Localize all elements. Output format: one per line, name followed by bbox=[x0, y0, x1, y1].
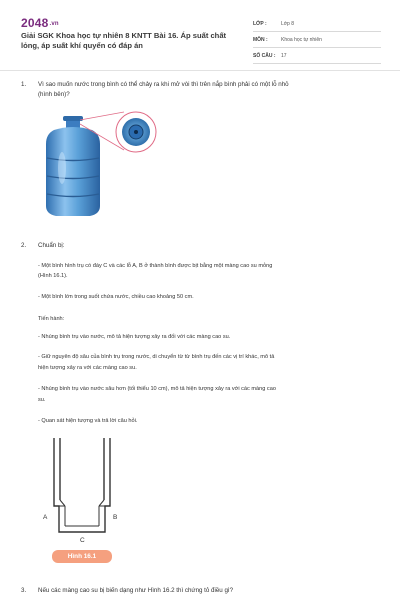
paragraph-line: su. bbox=[38, 397, 46, 403]
question-text-line: (hình bên)? bbox=[38, 91, 70, 98]
paragraph-line: hiện tượng xảy ra với các màng cao su. bbox=[38, 365, 137, 371]
meta-row-grade bbox=[253, 16, 381, 32]
meta-value: 17 bbox=[281, 52, 287, 59]
paragraph-line: - Giữ nguyên độ sâu của bình trụ trong nước, di chuyển từ từ bình trụ đến các vị trí khác, mô tả bbox=[38, 354, 275, 360]
page-title: Giải SGK Khoa học tự nhiên 8 KNTT Bài 16. Áp suất chất lỏng, áp suất khí quyển có đáp án bbox=[21, 31, 227, 50]
question-number: 2. bbox=[21, 242, 27, 249]
site-logo[interactable] bbox=[21, 16, 59, 30]
water-bottle-image bbox=[32, 110, 160, 222]
meta-value: Khoa học tự nhiên bbox=[281, 36, 322, 43]
question-text: Chuẩn bị: bbox=[38, 242, 65, 249]
question-1 bbox=[21, 80, 381, 102]
question-text-line: Vì sao muốn nước trong bình có thể chảy ra khi mở vòi thì trên nắp bình phải có một lỗ nhỏ bbox=[38, 81, 289, 88]
question-text bbox=[38, 80, 378, 100]
paragraph-line: (Hình 16.1). bbox=[38, 273, 68, 279]
paragraph-heading: Tiến hành: bbox=[38, 316, 65, 322]
question-text: Nếu các màng cao su bị biến dạng như Hình 16.2 thì chứng tỏ điều gì? bbox=[38, 587, 234, 594]
meta-label: LỚP : bbox=[253, 20, 267, 27]
question-number: 3. bbox=[21, 587, 27, 594]
meta-value: Lớp 8 bbox=[281, 20, 295, 27]
paragraph-line: - Nhúng bình trụ vào nước sâu hơn (tối thiểu 10 cm), mô tả hiện tượng xảy ra với các màng cao bbox=[38, 386, 276, 392]
meta-table bbox=[253, 16, 381, 64]
figure-16-1 bbox=[38, 434, 138, 564]
question-number: 1. bbox=[21, 81, 27, 88]
question-2 bbox=[21, 241, 221, 251]
paragraph-line: - Quan sát hiện tượng và trả lời câu hỏi. bbox=[38, 418, 138, 424]
meta-label: MÔN : bbox=[253, 36, 268, 43]
label-a: A bbox=[43, 514, 48, 521]
label-c: C bbox=[80, 537, 85, 544]
paragraph-line: - Nhúng bình trụ vào nước, mô tả hiện tượng xảy ra đối với các màng cao su. bbox=[38, 334, 231, 340]
page-header bbox=[0, 0, 400, 70]
meta-label: SỐ CÂU : bbox=[253, 52, 276, 59]
figure-caption: Hình 16.1 bbox=[52, 550, 112, 563]
meta-row-count bbox=[253, 48, 381, 64]
header-divider bbox=[0, 70, 400, 71]
label-b: B bbox=[113, 514, 118, 521]
water-bottle-icon bbox=[32, 110, 160, 222]
question-3 bbox=[21, 586, 381, 596]
cylinder-diagram-icon bbox=[38, 434, 138, 554]
paragraph-line: - Một bình hình trụ có đáy C và các lỗ A, B ở thành bình được bịt bằng một màng cao su mỏng bbox=[38, 263, 273, 269]
paragraph-line: - Một bình lớn trong suốt chứa nước, chiều cao khoảng 50 cm. bbox=[38, 294, 194, 300]
logo-suffix: .vn bbox=[49, 21, 59, 27]
logo-text: 2048 bbox=[21, 16, 49, 30]
meta-row-subject bbox=[253, 32, 381, 48]
